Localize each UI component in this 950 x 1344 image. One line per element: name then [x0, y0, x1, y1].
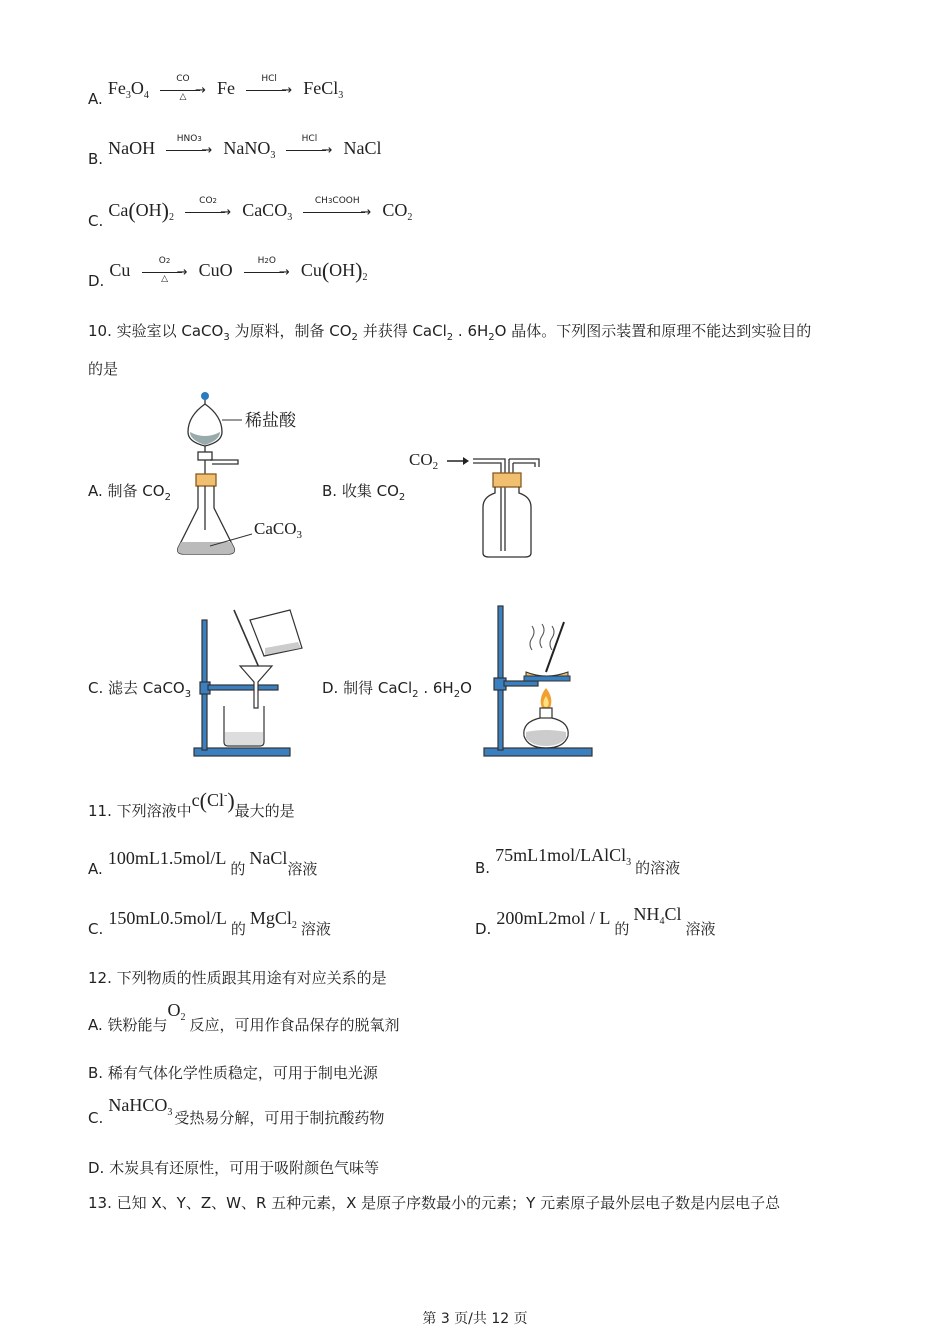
- stopper-knob-icon: [201, 392, 209, 400]
- reaction-arrow-icon: HCl →: [246, 83, 292, 97]
- q12-option-a: A. 铁粉能与$O_2$ 反应，可用作食品保存的脱氧剂: [88, 1000, 400, 1034]
- q12-option-c: C. NaHCO$_3$ 受热易分解，可用于制抗酸药物: [88, 1095, 385, 1127]
- reaction-arrow-icon: CO2 →: [185, 205, 231, 219]
- q10-stem: 10. 实验室以 CaCO$_3$ 为原料，制备 $CO_2$ 并获得 CaCl$_2$ . $6H_2O$ 晶体。下列图示装置和原理不能达到实验目的: [88, 322, 812, 343]
- q12-stem: 12. 下列物质的性质跟其用途有对应关系的是: [88, 969, 387, 987]
- reaction-arrow-icon: CH3COOH →: [303, 205, 371, 219]
- reaction-arrow-icon: HNO3 →: [166, 143, 212, 157]
- q12-option-d: D. 木炭具有还原性，可用于吸附颜色气味等: [88, 1159, 380, 1177]
- q9-option-a: A. $Fe_3O_4$ CO → △ Fe HCl → FeCl$_3$: [88, 73, 344, 108]
- q10-option-a: A. 制备 $CO_2$: [88, 482, 171, 503]
- q13-stem: 13. 已知 X、Y、Z、W、R 五种元素，X 是原子序数最小的元素；Y 元素原子最外层电子数是内层电子总: [88, 1194, 781, 1212]
- q11-option-a: A. 100mL1.5mol/L的NaCl溶液: [88, 848, 318, 878]
- q11-stem: 11. 下列溶液中c(Cl-)最大的是: [88, 788, 295, 820]
- q11-option-d: D. 200mL2mol / L的$NH_4Cl$溶液: [475, 904, 716, 938]
- fig-gas-collection: [405, 445, 555, 565]
- q11-option-b: B. 75mL1mol/LAlCl$_3$ 的溶液: [475, 845, 681, 877]
- q12-option-b: B. 稀有气体化学性质稳定，可用于制电光源: [88, 1064, 378, 1082]
- q9-option-b: B. NaOH HNO3 → NaNO$_3$ HCl → NaCl: [88, 133, 382, 168]
- q10-option-c: C. 滤去 CaCO$_3$: [88, 679, 192, 700]
- q10-option-d: D. 制得 CaCl$_2$ . $6H_2O$: [322, 679, 472, 700]
- q11-option-c: C. 150mL0.5mol/L的MgCl$_2$ 溶液: [88, 908, 331, 938]
- page-footer: 第 3 页/共 12 页: [422, 1311, 528, 1327]
- reaction-arrow-icon: CO → △: [160, 83, 206, 97]
- reaction-arrow-icon: H2O →: [244, 265, 290, 279]
- fig-co2-generator: [170, 390, 320, 565]
- q9-option-d: D. Cu O2 → △ CuO H2O → $Cu(OH)_2$: [88, 255, 368, 290]
- solid-label: CaCO$_3$: [254, 519, 302, 541]
- gas-label: $CO_2$: [409, 450, 439, 472]
- q10-stem-line2: 的是: [88, 360, 119, 378]
- fig-evaporation: [480, 600, 600, 765]
- reaction-arrow-icon: HCl →: [286, 143, 332, 157]
- fig-filtration: [190, 608, 310, 768]
- q9-option-c: C. $Ca(OH)_2$ CO2 → CaCO$_3$ CH3COOH → $CO_2$: [88, 195, 413, 230]
- acid-label: 稀盐酸: [245, 411, 296, 430]
- q10-option-b: B. 收集 $CO_2$: [322, 482, 406, 503]
- reaction-arrow-icon: O2 → △: [142, 265, 188, 279]
